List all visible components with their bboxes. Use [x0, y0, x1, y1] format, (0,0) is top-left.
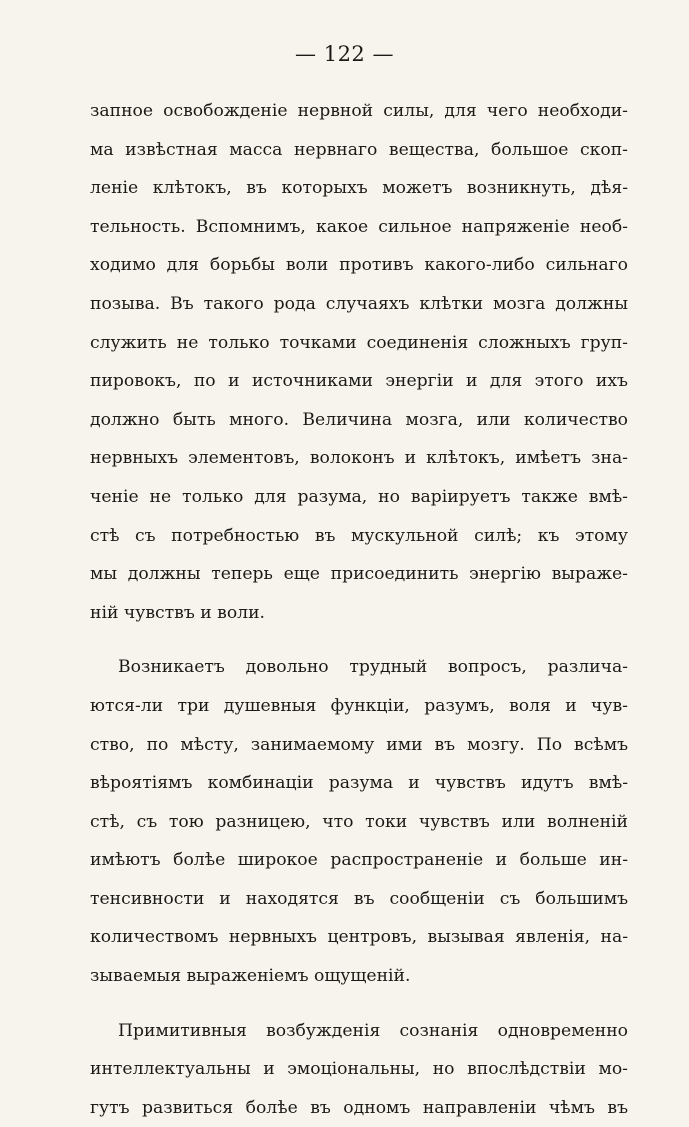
text-line: количествомъ нервныхъ центровъ, вызывая явленія, на-	[90, 927, 628, 948]
text-line: ство, по мѣсту, занимаемому ими въ мозгу. По всѣмъ	[90, 734, 628, 755]
text-line: стѣ съ потребностью въ мускульной силѣ; къ этому	[90, 525, 628, 546]
text-line: служить не только точками соединенія сложныхъ груп-	[90, 332, 628, 353]
text-line: гутъ развиться болѣе въ одномъ направленіи чѣмъ въ	[90, 1097, 628, 1118]
text-line: леніе клѣтокъ, въ которыхъ можетъ возникнуть, дѣя-	[90, 178, 628, 199]
paragraph-2	[90, 648, 628, 995]
page-number: — 122 —	[295, 42, 394, 66]
text-line: позыва. Въ такого рода случаяхъ клѣтки мозга должны	[90, 293, 628, 314]
text-line: должно быть много. Величина мозга, или количество	[90, 409, 628, 430]
text-line: ются-ли три душевныя функціи, разумъ, воля и чув-	[90, 695, 628, 716]
text-line: ній чувствъ и воли.	[90, 602, 266, 623]
text-line: ходимо для борьбы воли противъ какого-либо сильнаго	[90, 255, 628, 276]
text-line: ма извѣстная масса нервнаго вещества, большое скоп-	[90, 139, 628, 160]
paragraph-1	[90, 92, 628, 632]
text-line: вѣроятіямъ комбинаціи разума и чувствъ идутъ вмѣ-	[90, 773, 628, 794]
text-line: тельность. Вспомнимъ, какое сильное напряженіе необ-	[90, 216, 628, 237]
text-line: запное освобожденіе нервной силы, для чего необходи-	[90, 101, 628, 121]
text-line: мы должны теперь еще присоединить энергію выраже-	[90, 564, 628, 585]
text-line: ченіе не только для разума, но варіируетъ также вмѣ-	[90, 486, 628, 507]
text-line: тенсивности и находятся въ сообщеніи съ большимъ	[90, 888, 628, 909]
text-line: Примитивныя возбужденія сознанія одновременно	[118, 1020, 628, 1041]
text-line: нервныхъ элементовъ, волоконъ и клѣтокъ, имѣетъ зна-	[90, 448, 628, 469]
paragraph-3	[90, 1012, 628, 1127]
text-line: пировокъ, по и источниками энергіи и для этого ихъ	[90, 371, 628, 392]
text-line: зываемыя выраженіемъ ощущеній.	[90, 966, 411, 987]
text-line: Возникаетъ довольно трудный вопросъ, различа-	[118, 657, 628, 678]
body-text	[90, 92, 628, 1127]
text-line: имѣютъ болѣе широкое распространеніе и больше ин-	[90, 850, 628, 871]
text-line: стѣ, съ тою разницею, что токи чувствъ или волненій	[90, 811, 628, 832]
text-line: интеллектуальны и эмоціональны, но впослѣдствіи мо-	[90, 1059, 628, 1080]
